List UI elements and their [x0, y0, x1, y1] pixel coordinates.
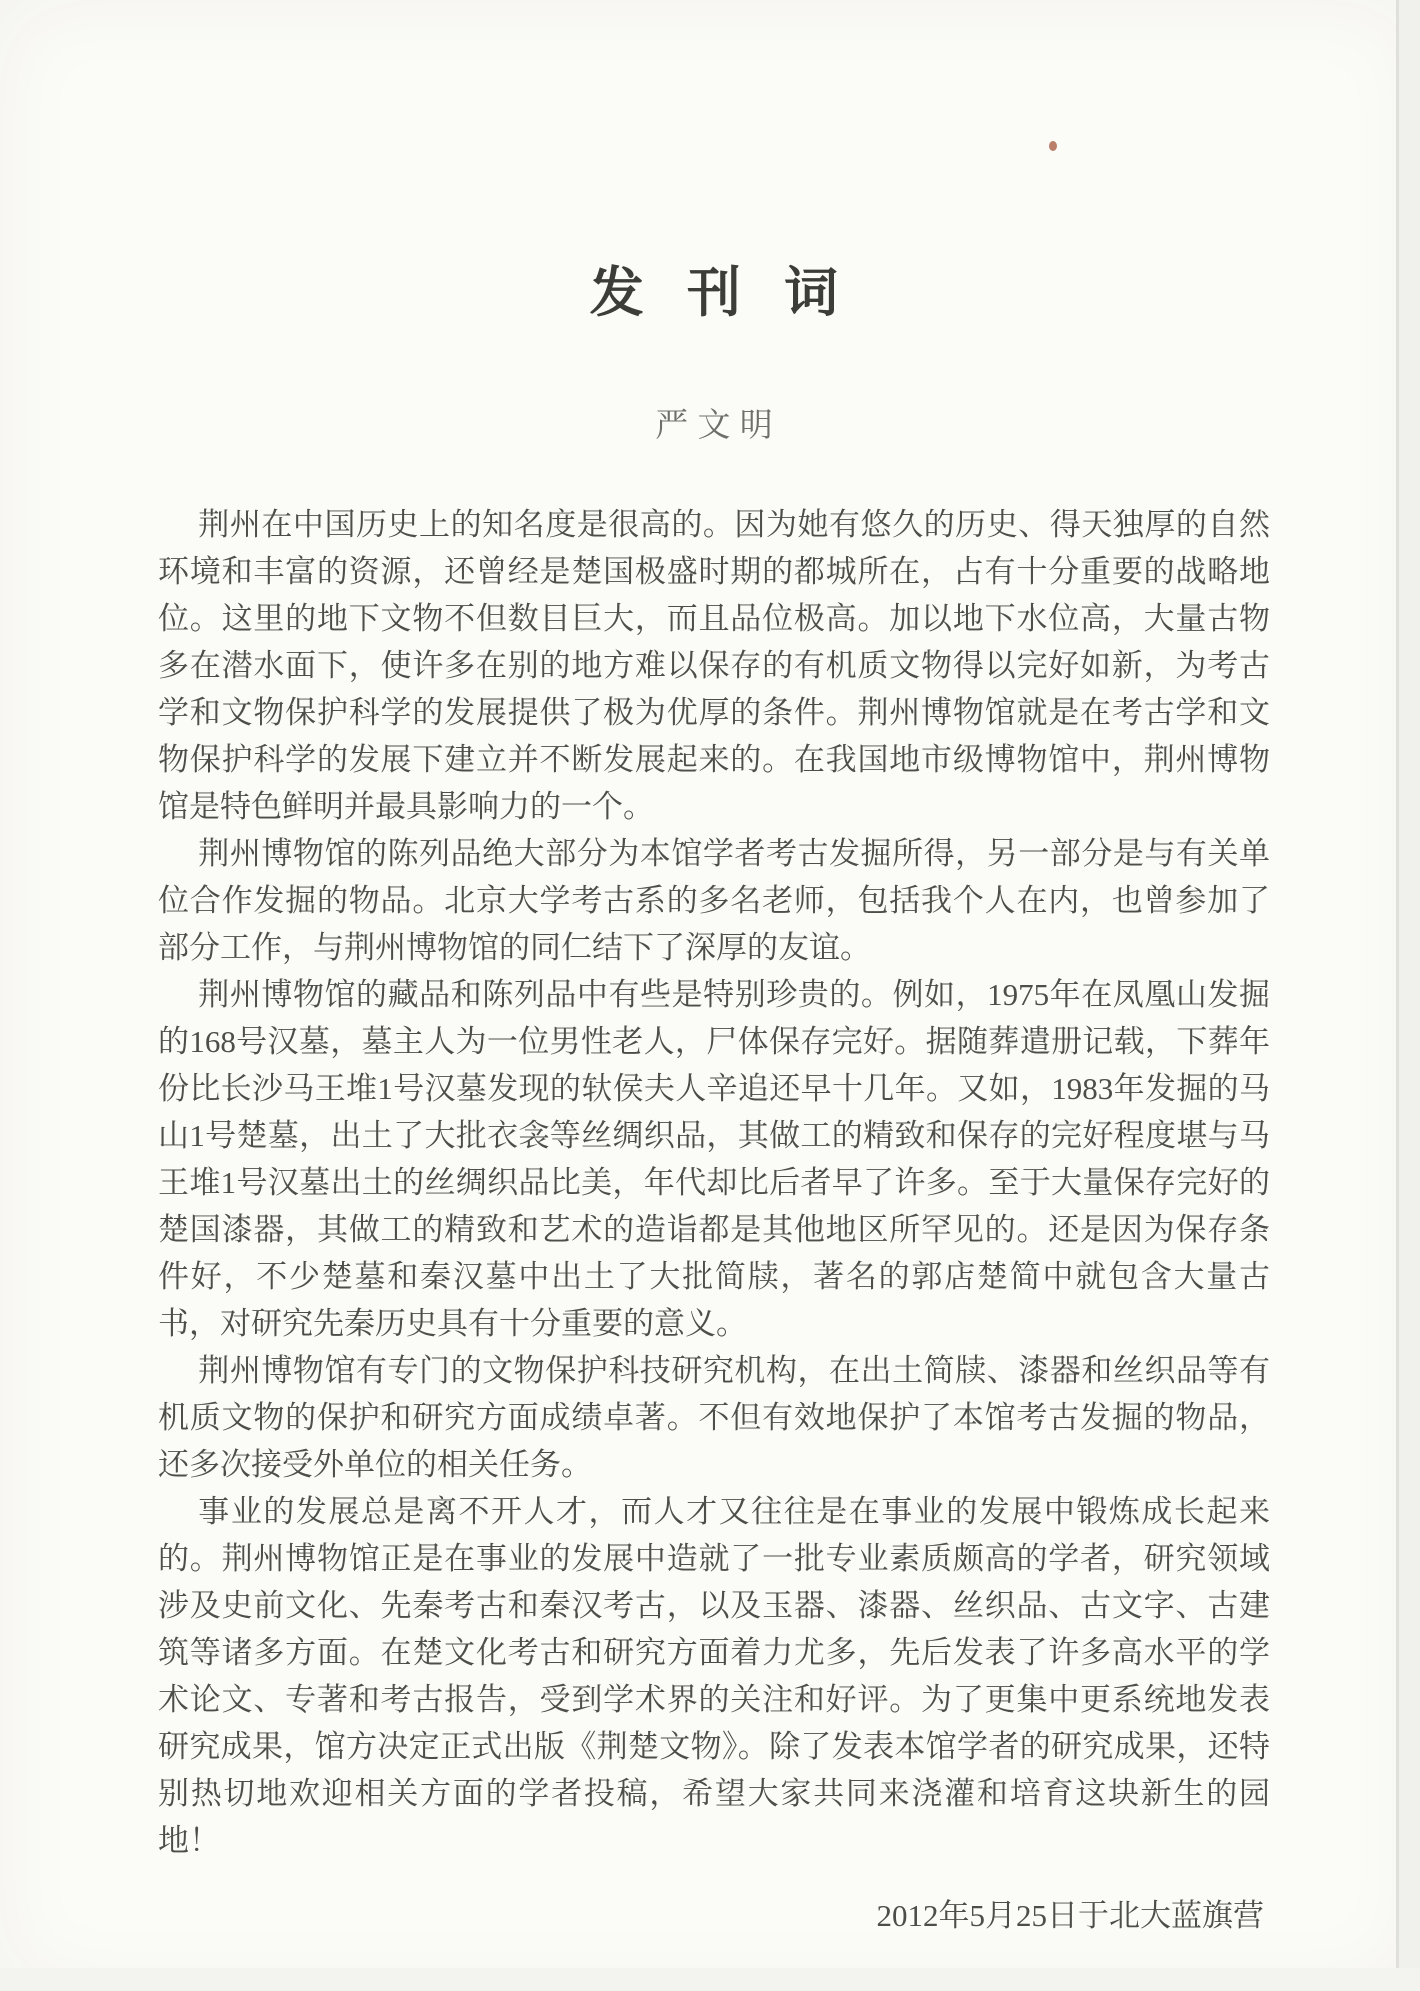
foreword-body — [158, 501, 1270, 1864]
page-edge-line — [1396, 0, 1399, 1991]
page-title-text: 发刊词 — [589, 263, 882, 323]
body-paragraph-3: 荆州博物馆的藏品和陈列品中有些是特别珍贵的。例如，1975年在凤凰山发掘的168号汉墓，墓主人为一位男性老人，尸体保存完好。据随葬遣册记载，下葬年份比长沙马王堆1号汉墓发现的轪侯夫人辛追还早十几年。又如，1983年发掘的马山1号楚墓，出土了大批衣衾等丝绸织品，其做工的精致和保存的完好程度堪与马王堆1号汉墓出土的丝绸织品比美，年代却比后者早了许多。至于大量保存完好的楚国漆器，其做工的精致和艺术的造诣都是其他地区所罕见的。还是因为保存条件好，不少楚墓和秦汉墓中出土了大批简牍，著名的郭店楚简中就包含大量古书，对研究先秦历史具有十分重要的意义。 — [158, 977, 1270, 1341]
body-paragraph-5: 事业的发展总是离不开人才，而人才又往往是在事业的发展中锻炼成长起来的。荆州博物馆正是在事业的发展中造就了一批专业素质颇高的学者，研究领域涉及史前文化、先秦考古和秦汉考古，以及玉器、漆器、丝织品、古文字、古建筑等诸多方面。在楚文化考古和研究方面着力尤多，先后发表了许多高水平的学术论文、专著和考古报告，受到学术界的关注和好评。为了更集中更系统地发表研究成果，馆方决定正式出版《荆楚文物》。除了发表本馆学者的研究成果，还特别热切地欢迎相关方面的学者投稿，希望大家共同来浇灌和培育这块新生的园地！ — [158, 1494, 1270, 1858]
body-paragraph-1: 荆州在中国历史上的知名度是很高的。因为她有悠久的历史、得天独厚的自然环境和丰富的资源，还曾经是楚国极盛时期的都城所在，占有十分重要的战略地位。这里的地下文物不但数目巨大，而且品位极高。加以地下水位高，大量古物多在潜水面下，使许多在别的地方难以保存的有机质文物得以完好如新，为考古学和文物保护科学的发展提供了极为优厚的条件。荆州博物馆就是在考古学和文物保护科学的发展下建立并不断发展起来的。在我国地市级博物馆中，荆州博物馆是特色鲜明并最具影响力的一个。 — [158, 507, 1270, 824]
page-right-edge-shade — [1399, 0, 1420, 1991]
dateline: 2012年5月25日于北大蓝旗营 — [876, 1898, 1264, 1933]
page-bottom-edge-shade — [0, 1968, 1420, 1991]
body-paragraph-4: 荆州博物馆有专门的文物保护科技研究机构，在出土简牍、漆器和丝织品等有机质文物的保护和研究方面成绩卓著。不但有效地保护了本馆考古发掘的物品，还多次接受外单位的相关任务。 — [158, 1353, 1270, 1482]
author-name-text: 严文明 — [655, 408, 782, 444]
body-paragraph-2: 荆州博物馆的陈列品绝大部分为本馆学者考古发掘所得，另一部分是与有关单位合作发掘的物品。北京大学考古系的多名老师，包括我个人在内，也曾参加了部分工作，与荆州博物馆的同仁结下了深厚的友谊。 — [158, 836, 1270, 965]
author-name — [158, 403, 1270, 449]
page-content — [158, 0, 1270, 1939]
page-title — [158, 262, 1270, 325]
